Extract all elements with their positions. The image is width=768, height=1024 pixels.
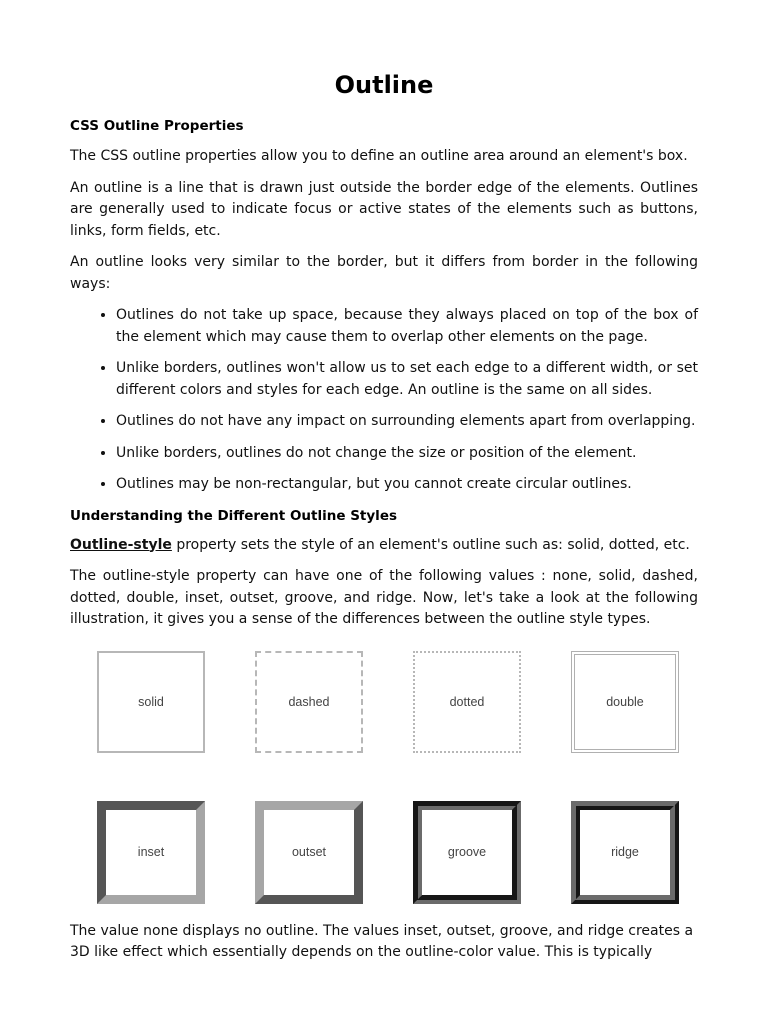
outline-style-term: Outline-style [70,536,172,553]
dotted-style-label: dotted [449,694,485,709]
paragraph-differences-intro: An outline looks very similar to the border, but it differs from border in the following ways: [70,254,698,292]
paragraph-outline-style-values: The outline-style property can have one of the following values : none, solid, dashed, dotted, double, inset, outset, groove, and ridge. Now, let's take a look at the following illustration, it gives you a sense of the differences between the outline style types. [70,568,698,627]
dashed-style-label: dashed [288,694,330,709]
outset-style-label: outset [291,845,327,859]
groove-style-box [413,801,521,904]
outset-style-box [255,801,363,904]
list-item: • Outlines do not have any impact on surrounding elements apart from overlapping. [116,411,698,433]
differences-list [70,305,698,496]
outline-styles-illustration [70,651,698,905]
solid-style-box [97,651,205,753]
inset-style-box [97,801,205,904]
outline-style-description: property sets the style of an element's outline such as: solid, dotted, etc. [171,536,690,553]
page-title: Outline [334,71,434,99]
double-style-box [571,651,679,753]
double-style-label: double [606,694,644,709]
paragraph-outline-definition: An outline is a line that is drawn just outside the border edge of the elements. Outlines are generally used to indicate focus or active states of the elements such as buttons, links, form fields, etc. [70,179,698,239]
list-item: • Unlike borders, outlines do not change the size or position of the element. [116,443,698,465]
list-item: • Outlines may be non-rectangular, but you cannot create circular outlines. [116,474,698,496]
list-item: • Unlike borders, outlines won't allow us to set each edge to a different width, or set different colors and styles for each edge. An outline is the same on all sides. [116,358,698,401]
paragraph-none-and-3d-styles: The value none displays no outline. The values inset, outset, groove, and ridge creates a 3D like effect which essentially depends on the outline-color value. This is typically [70,922,694,960]
dotted-style-box [413,651,521,753]
ridge-style-label: ridge [611,845,639,859]
groove-style-label: groove [447,845,487,859]
list-item: • Outlines do not take up space, because they always placed on top of the box of the element which may cause them to overlap other elements on the page. [116,305,698,348]
section-heading-outline-styles: Understanding the Different Outline Styles [70,507,398,524]
solid-style-label: solid [138,694,164,709]
dashed-style-box [255,651,363,753]
ridge-style-box [571,801,679,904]
inset-style-label: inset [137,845,165,859]
paragraph-outline-style [70,535,698,557]
paragraph-intro: The CSS outline properties allow you to define an outline area around an element's box. [70,148,688,164]
section-heading-css-outline-properties: CSS Outline Properties [70,118,244,134]
